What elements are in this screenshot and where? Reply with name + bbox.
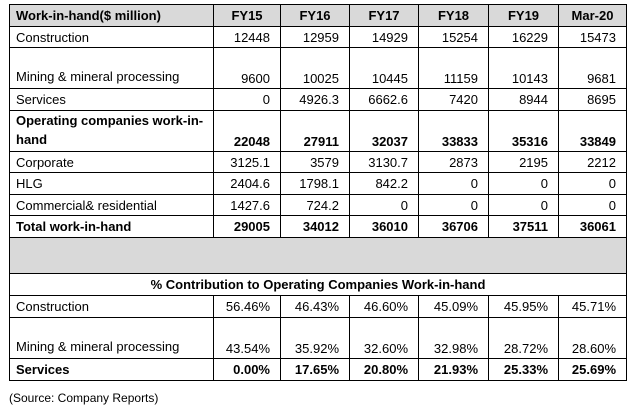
row-label: Commercial& residential bbox=[10, 195, 214, 216]
row-label: Operating companies work-in-hand bbox=[10, 111, 214, 152]
cell: 2404.6 bbox=[214, 173, 281, 195]
row-label: Construction bbox=[10, 27, 214, 48]
cell: 21.93% bbox=[419, 359, 489, 381]
cell: 20.80% bbox=[350, 359, 419, 381]
cell: 32037 bbox=[350, 111, 419, 152]
row-label: HLG bbox=[10, 173, 214, 195]
header-row bbox=[10, 5, 627, 27]
spacer-row bbox=[10, 238, 627, 274]
row-label: Services bbox=[10, 359, 214, 381]
table-row bbox=[10, 195, 627, 216]
cell: 25.33% bbox=[489, 359, 559, 381]
work-in-hand-table bbox=[9, 4, 627, 381]
table-row bbox=[10, 152, 627, 173]
header-fy19: FY19 bbox=[489, 5, 559, 27]
cell: 11159 bbox=[419, 48, 489, 89]
cell: 7420 bbox=[419, 89, 489, 111]
cell: 0 bbox=[214, 89, 281, 111]
cell: 14929 bbox=[350, 27, 419, 48]
row-label: Total work-in-hand bbox=[10, 216, 214, 238]
cell: 9681 bbox=[559, 48, 627, 89]
row-label: Mining & mineral processing bbox=[10, 48, 214, 89]
cell: 0 bbox=[419, 173, 489, 195]
cell: 0 bbox=[559, 173, 627, 195]
cell: 0 bbox=[559, 195, 627, 216]
cell: 46.43% bbox=[281, 296, 350, 318]
cell: 36061 bbox=[559, 216, 627, 238]
cell: 29005 bbox=[214, 216, 281, 238]
cell: 16229 bbox=[489, 27, 559, 48]
table-row bbox=[10, 296, 627, 318]
cell: 10445 bbox=[350, 48, 419, 89]
cell: 28.72% bbox=[489, 318, 559, 359]
cell: 1798.1 bbox=[281, 173, 350, 195]
cell: 37511 bbox=[489, 216, 559, 238]
cell: 9600 bbox=[214, 48, 281, 89]
cell: 12959 bbox=[281, 27, 350, 48]
cell: 45.95% bbox=[489, 296, 559, 318]
cell: 8944 bbox=[489, 89, 559, 111]
cell: 36706 bbox=[419, 216, 489, 238]
cell: 0 bbox=[489, 195, 559, 216]
cell: 2195 bbox=[489, 152, 559, 173]
cell: 0 bbox=[489, 173, 559, 195]
cell: 3579 bbox=[281, 152, 350, 173]
cell: 15473 bbox=[559, 27, 627, 48]
row-label: Construction bbox=[10, 296, 214, 318]
cell: 10025 bbox=[281, 48, 350, 89]
table-row-subtotal bbox=[10, 111, 627, 152]
cell: 6662.6 bbox=[350, 89, 419, 111]
cell: 0 bbox=[350, 195, 419, 216]
section-title: % Contribution to Operating Companies Work-in-hand bbox=[10, 274, 627, 296]
cell: 22048 bbox=[214, 111, 281, 152]
cell: 46.60% bbox=[350, 296, 419, 318]
cell: 28.60% bbox=[559, 318, 627, 359]
cell: 45.71% bbox=[559, 296, 627, 318]
row-label: Services bbox=[10, 89, 214, 111]
table-row bbox=[10, 173, 627, 195]
cell: 12448 bbox=[214, 27, 281, 48]
header-fy17: FY17 bbox=[350, 5, 419, 27]
cell: 35.92% bbox=[281, 318, 350, 359]
cell: 1427.6 bbox=[214, 195, 281, 216]
cell: 2873 bbox=[419, 152, 489, 173]
cell: 56.46% bbox=[214, 296, 281, 318]
cell: 2212 bbox=[559, 152, 627, 173]
cell: 35316 bbox=[489, 111, 559, 152]
cell: 45.09% bbox=[419, 296, 489, 318]
cell: 33833 bbox=[419, 111, 489, 152]
table-row bbox=[10, 359, 627, 381]
header-label: Work-in-hand($ million) bbox=[10, 5, 214, 27]
header-fy15: FY15 bbox=[214, 5, 281, 27]
table-row bbox=[10, 27, 627, 48]
section-title-row bbox=[10, 274, 627, 296]
spacer-cell bbox=[10, 238, 627, 274]
cell: 25.69% bbox=[559, 359, 627, 381]
cell: 842.2 bbox=[350, 173, 419, 195]
cell: 10143 bbox=[489, 48, 559, 89]
table-row bbox=[10, 48, 627, 89]
cell: 36010 bbox=[350, 216, 419, 238]
row-label: Corporate bbox=[10, 152, 214, 173]
cell: 32.60% bbox=[350, 318, 419, 359]
header-mar20: Mar-20 bbox=[559, 5, 627, 27]
header-fy18: FY18 bbox=[419, 5, 489, 27]
row-label: Mining & mineral processing bbox=[10, 318, 214, 359]
cell: 724.2 bbox=[281, 195, 350, 216]
cell: 43.54% bbox=[214, 318, 281, 359]
header-fy16: FY16 bbox=[281, 5, 350, 27]
table-row bbox=[10, 318, 627, 359]
cell: 8695 bbox=[559, 89, 627, 111]
cell: 32.98% bbox=[419, 318, 489, 359]
cell: 3125.1 bbox=[214, 152, 281, 173]
table-row-total bbox=[10, 216, 627, 238]
table-row bbox=[10, 89, 627, 111]
cell: 4926.3 bbox=[281, 89, 350, 111]
cell: 3130.7 bbox=[350, 152, 419, 173]
cell: 27911 bbox=[281, 111, 350, 152]
source-note: (Source: Company Reports) bbox=[9, 391, 159, 405]
cell: 33849 bbox=[559, 111, 627, 152]
cell: 17.65% bbox=[281, 359, 350, 381]
cell: 0.00% bbox=[214, 359, 281, 381]
cell: 34012 bbox=[281, 216, 350, 238]
cell: 15254 bbox=[419, 27, 489, 48]
cell: 0 bbox=[419, 195, 489, 216]
